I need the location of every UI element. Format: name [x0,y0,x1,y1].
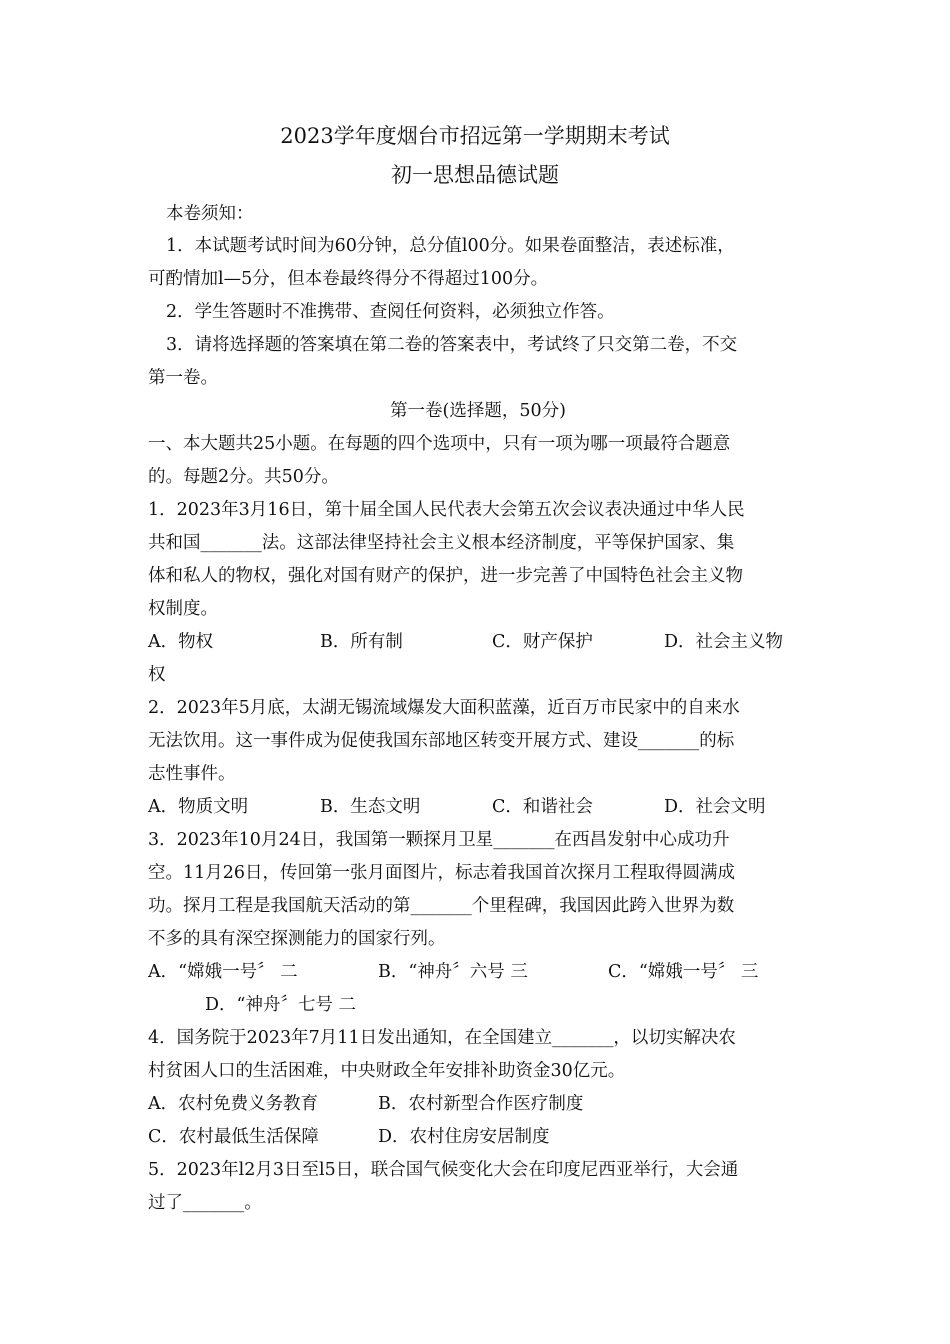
question-3-option-a: A．“嫦娥一号〞 二 [148,962,298,982]
question-2-option-a: A．物质文明 [148,797,249,817]
notice-item-3-cont: 第一卷。 [148,368,218,388]
question-1-option-c: C．财产保护 [492,632,593,652]
question-4-option-d: D．农村住房安居制度 [378,1127,550,1147]
question-2-option-b: B．生态文明 [320,797,421,817]
question-3-line: 功。探月工程是我国航天活动的第_______个里程碑，我国因此跨入世界为数 [148,896,735,916]
question-3-line: 不多的具有深空探测能力的国家行列。 [148,929,446,949]
question-1-line: 共和国_______法。这部法律坚持社会主义根本经济制度，平等保护国家、集 [148,533,735,553]
notice-item-2: 2．学生答题时不准携带、查阅任何资料，必须独立作答。 [166,302,615,322]
notice-item-1: 1．本试题考试时间为60分钟，总分值l00分。如果卷面整洁，表述标准， [166,236,735,256]
section-title: 第一卷(选择题，50分) [390,401,566,421]
question-2-line: 2．2023年5月底，太湖无锡流域爆发大面积蓝藻，近百万市民家中的自来水 [148,698,740,718]
notice-heading: 本卷须知： [166,204,254,224]
question-2-option-d: D．社会文明 [664,797,766,817]
question-1-line: 1．2023年3月16日，第十届全国人民代表大会第五次会议表决通过中华人民 [148,500,745,520]
question-4-option-c: C．农村最低生活保障 [148,1127,319,1147]
section-intro-cont: 的。每题2分。共50分。 [148,467,339,487]
question-1-option-d: D．社会主义物 [664,632,784,652]
question-4-line: 村贫困人口的生活困难，中央财政全年安排补助资金30亿元。 [148,1061,626,1081]
question-3-line: 3．2023年10月24日，我国第一颗探月卫星_______在西昌发射中心成功升 [148,830,730,850]
question-3-option-b: B．“神舟〞六号 三 [378,962,528,982]
question-4-option-b: B．农村新型合作医疗制度 [378,1094,584,1114]
notice-item-3: 3．请将选择题的答案填在第二卷的答案表中，考试终了只交第二卷，不交 [166,335,738,355]
question-5-line: 5．2023年l2月3日至l5日，联合国气候变化大会在印度尼西亚举行，大会通 [148,1160,739,1180]
exam-title: 2023学年度烟台市招远第一学期期末考试 [280,124,670,148]
notice-item-1-cont: 可酌情加l—5分，但本卷最终得分不得超过100分。 [148,269,549,289]
question-1-line: 权制度。 [148,599,218,619]
question-4-option-a: A．农村免费义务教育 [148,1094,319,1114]
question-1-line: 体和私人的物权，强化对国有财产的保护，进一步完善了中国特色社会主义物 [148,566,743,586]
question-2-line: 志性事件。 [148,764,236,784]
question-4-line: 4．国务院于2023年7月11日发出通知，在全国建立_______，以切实解决农 [148,1028,736,1048]
question-2-option-c: C．和谐社会 [492,797,593,817]
exam-subtitle: 初一思想品德试题 [391,163,559,187]
question-2-line: 无法饮用。这一事件成为促使我国东部地区转变开展方式、建设_______的标 [148,731,735,751]
question-3-line: 空。11月26日，传回第一张月面图片，标志着我国首次探月工程取得圆满成 [148,863,736,883]
section-intro: 一、本大题共25小题。在每题的四个选项中，只有一项为哪一项最符合题意 [148,434,731,454]
question-1-option-a: A．物权 [148,632,214,652]
question-1-option-d-cont: 权 [148,665,166,685]
question-3-option-d: D．“神舟〞七号 二 [205,995,357,1015]
question-1-option-b: B．所有制 [320,632,403,652]
question-5-line: 过了_______。 [148,1193,262,1213]
question-3-option-c: C．“嫦娥一号〞 三 [608,962,759,982]
